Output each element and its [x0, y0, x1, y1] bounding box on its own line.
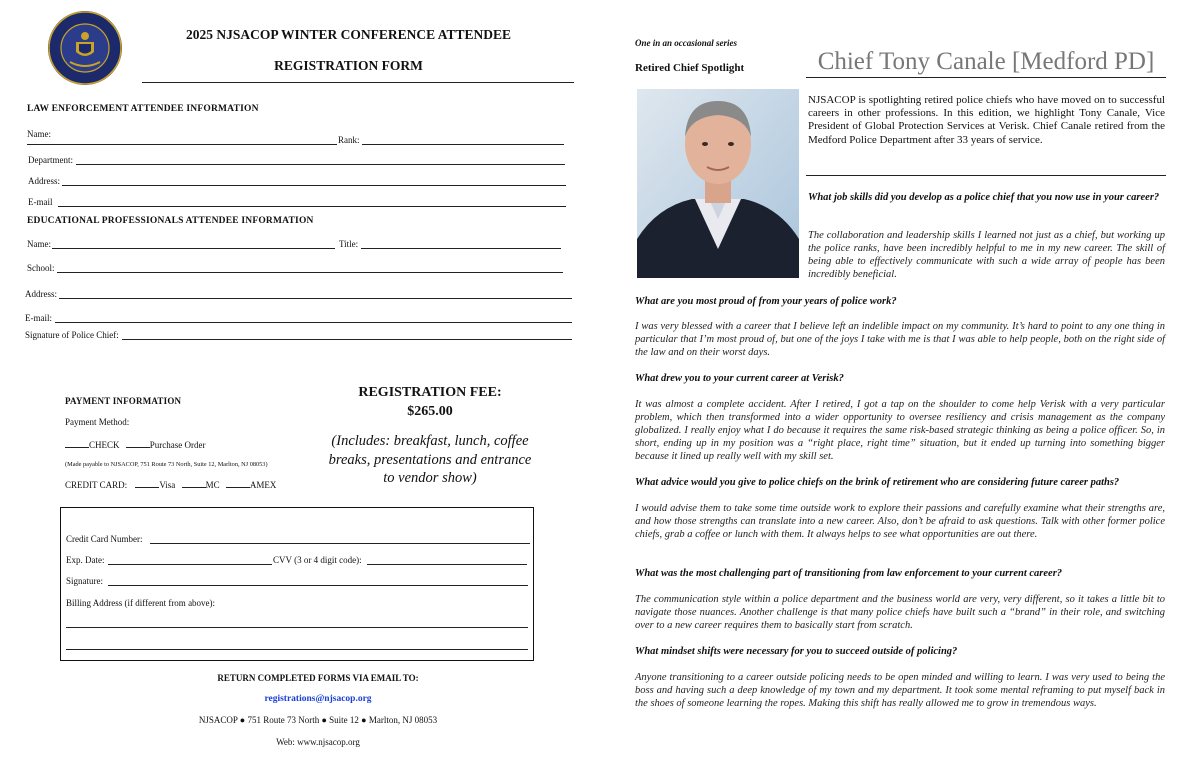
cc-number-field[interactable]: [150, 543, 530, 544]
question-6: What mindset shifts were necessary for you to succeed outside of policing?: [635, 646, 958, 657]
edu-email-field[interactable]: [55, 322, 572, 323]
le-name-field[interactable]: [27, 144, 337, 145]
check-label: CHECK: [89, 440, 120, 450]
le-rank-field[interactable]: [362, 144, 564, 145]
njsacop-seal: [46, 10, 124, 86]
credit-card-row: [65, 478, 276, 491]
cc-signature-field[interactable]: [108, 585, 528, 586]
le-address-label: Address:: [28, 176, 60, 186]
answer-3: It was almost a complete accident. After I retired, I got a tap on the shoulder to come help Verisk with a very particular problem, which then transformed into a wider opportunity to oversee resiliency and crisis management as the company globalized. I really enjoy what I do because it requires the same risk-based strategic thinking as being a police officer. So, in short, ending up in my position was a “right place, right time” situation, but it ended up turning into something bigger because it lined up really well with my skill set.: [635, 399, 1165, 462]
edu-school-label: School:: [27, 263, 55, 273]
amex-label: AMEX: [249, 480, 277, 490]
le-address-field[interactable]: [62, 185, 566, 186]
return-address: NJSACOP ● 751 Route 73 North ● Suite 12 ● Marlton, NJ 08053: [198, 715, 438, 725]
purchase-order-blank[interactable]: [126, 438, 150, 448]
return-web[interactable]: Web: www.njsacop.org: [276, 737, 360, 747]
fee-label: REGISTRATION FEE:: [358, 385, 502, 400]
question-4: What advice would you give to police chiefs on the brink of retirement who are considering future career paths?: [635, 477, 1120, 488]
le-department-field[interactable]: [76, 164, 565, 165]
answer-6: Anyone transitioning to a career outside policing needs to be open minded and willing to learn. I was very used to being the boss and having such a deep knowledge of my town and my department. It took some mental reframing to put myself back in the shoes of someone learning the ropes. Making this shift has really allowed me to grow in tremendous ways.: [635, 672, 1165, 709]
cc-number-label: Credit Card Number:: [66, 534, 143, 544]
spotlight-kicker: Retired Chief Spotlight: [635, 62, 745, 74]
edu-address-label: Address:: [25, 289, 57, 299]
exp-date-field[interactable]: [108, 564, 272, 565]
portrait-photo: [637, 89, 799, 278]
le-email-label: E-mail: [28, 197, 53, 207]
mc-blank[interactable]: [182, 478, 206, 488]
le-email-field[interactable]: [58, 206, 566, 207]
cvv-label: CVV (3 or 4 digit code):: [273, 555, 362, 565]
payment-method-label: Payment Method:: [65, 417, 130, 427]
edu-address-field[interactable]: [59, 298, 572, 299]
le-header: LAW ENFORCEMENT ATTENDEE INFORMATION: [27, 104, 259, 114]
edu-name-field[interactable]: [52, 248, 335, 249]
le-rank-label: Rank:: [338, 135, 360, 145]
visa-label: Visa: [159, 480, 176, 490]
fee-includes: (Includes: breakfast, lunch, coffee breaks, presentations and entrance to vendor show): [328, 433, 532, 486]
fee-amount: $265.00: [407, 404, 453, 419]
cvv-field[interactable]: [367, 564, 527, 565]
purchase-order-label: Purchase Order: [149, 440, 206, 450]
return-label: RETURN COMPLETED FORMS VIA EMAIL TO:: [217, 673, 419, 683]
answer-2: I was very blessed with a career that I believe left an indelible impact on my community. It’s hard to point to any one thing in particular that I’m most proud of, but one of the joys I take with me is that I was able to help people, both on the right side of the law and on their worst days.: [635, 321, 1165, 358]
payment-header: PAYMENT INFORMATION: [65, 396, 182, 406]
edu-title-label: Title:: [339, 239, 359, 249]
question-2: What are you most proud of from your years of police work?: [635, 296, 897, 307]
amex-blank[interactable]: [226, 478, 250, 488]
payable-note: (Made payable to NJSACOP, 751 Route 73 North, Suite 12, Marlton, NJ 08053): [65, 461, 268, 468]
credit-card-label: CREDIT CARD:: [65, 480, 128, 490]
visa-blank[interactable]: [135, 478, 159, 488]
edu-signature-label: Signature of Police Chief:: [25, 330, 119, 340]
question-1: What job skills did you develop as a police chief that you now use in your career?: [808, 192, 1160, 203]
le-department-label: Department:: [28, 155, 73, 165]
answer-4: I would advise them to take some time outside work to explore their passions and carefully examine what their strengths are, and how those strengths can translate into a new career. Also, don’t be afraid to ask questions. Talk with other former police chiefs, grab a coffee or lunch with them. It always helps to see what opportunities are out there.: [635, 503, 1165, 540]
spotlight-intro: NJSACOP is spotlighting retired police chiefs who have moved on to successful careers in other professions. In this edition, we highlight Tony Canale, Vice President of Global Protection Services at Verisk. Chief Canale retired from the Medford Police Department after 33 years of service.: [808, 94, 1165, 146]
edu-header: EDUCATIONAL PROFESSIONALS ATTENDEE INFORMATION: [27, 216, 314, 226]
billing-field-2[interactable]: [66, 649, 528, 650]
answer-5: The communication style within a police department and the business world are very, very different, so it takes a little bit to navigate those nuances. Another challenge is that many police chiefs have built such a “brand” in their role, and switching over to a new career requires them to basically start from scratch.: [635, 594, 1165, 631]
form-title-line2: REGISTRATION FORM: [274, 58, 423, 73]
form-title-line1: 2025 NJSACOP WINTER CONFERENCE ATTENDEE: [185, 27, 512, 42]
mc-label: MC: [205, 480, 220, 490]
cc-signature-label: Signature:: [66, 576, 103, 586]
credit-card-box: [60, 507, 534, 661]
title-rule: [142, 82, 574, 83]
edu-email-label: E-mail:: [25, 313, 52, 323]
edu-signature-field[interactable]: [122, 339, 572, 340]
question-3: What drew you to your current career at Verisk?: [635, 373, 844, 384]
return-email[interactable]: registrations@njsacop.org: [264, 694, 372, 704]
check-blank[interactable]: [65, 438, 89, 448]
le-name-label: Name:: [27, 129, 51, 139]
edu-name-label: Name:: [27, 239, 51, 249]
intro-rule: [806, 175, 1166, 176]
question-5: What was the most challenging part of transitioning from law enforcement to your current career?: [635, 568, 1063, 579]
name-rule: [806, 77, 1166, 78]
exp-date-label: Exp. Date:: [66, 555, 105, 565]
series-label: One in an occasional series: [635, 38, 738, 48]
billing-label: Billing Address (if different from above):: [66, 598, 216, 608]
billing-field-1[interactable]: [66, 627, 528, 628]
edu-school-field[interactable]: [57, 272, 563, 273]
payment-check-row: [65, 438, 206, 451]
spotlight-name: Chief Tony Canale [Medford PD]: [817, 48, 1155, 75]
answer-1: The collaboration and leadership skills I learned not just as a chief, but working up the police ranks, have been incredibly helpful to me in my new career. The skill of being able to effectively communicate with such a wide array of people has been incredibly beneficial.: [808, 230, 1165, 280]
edu-title-field[interactable]: [361, 248, 561, 249]
